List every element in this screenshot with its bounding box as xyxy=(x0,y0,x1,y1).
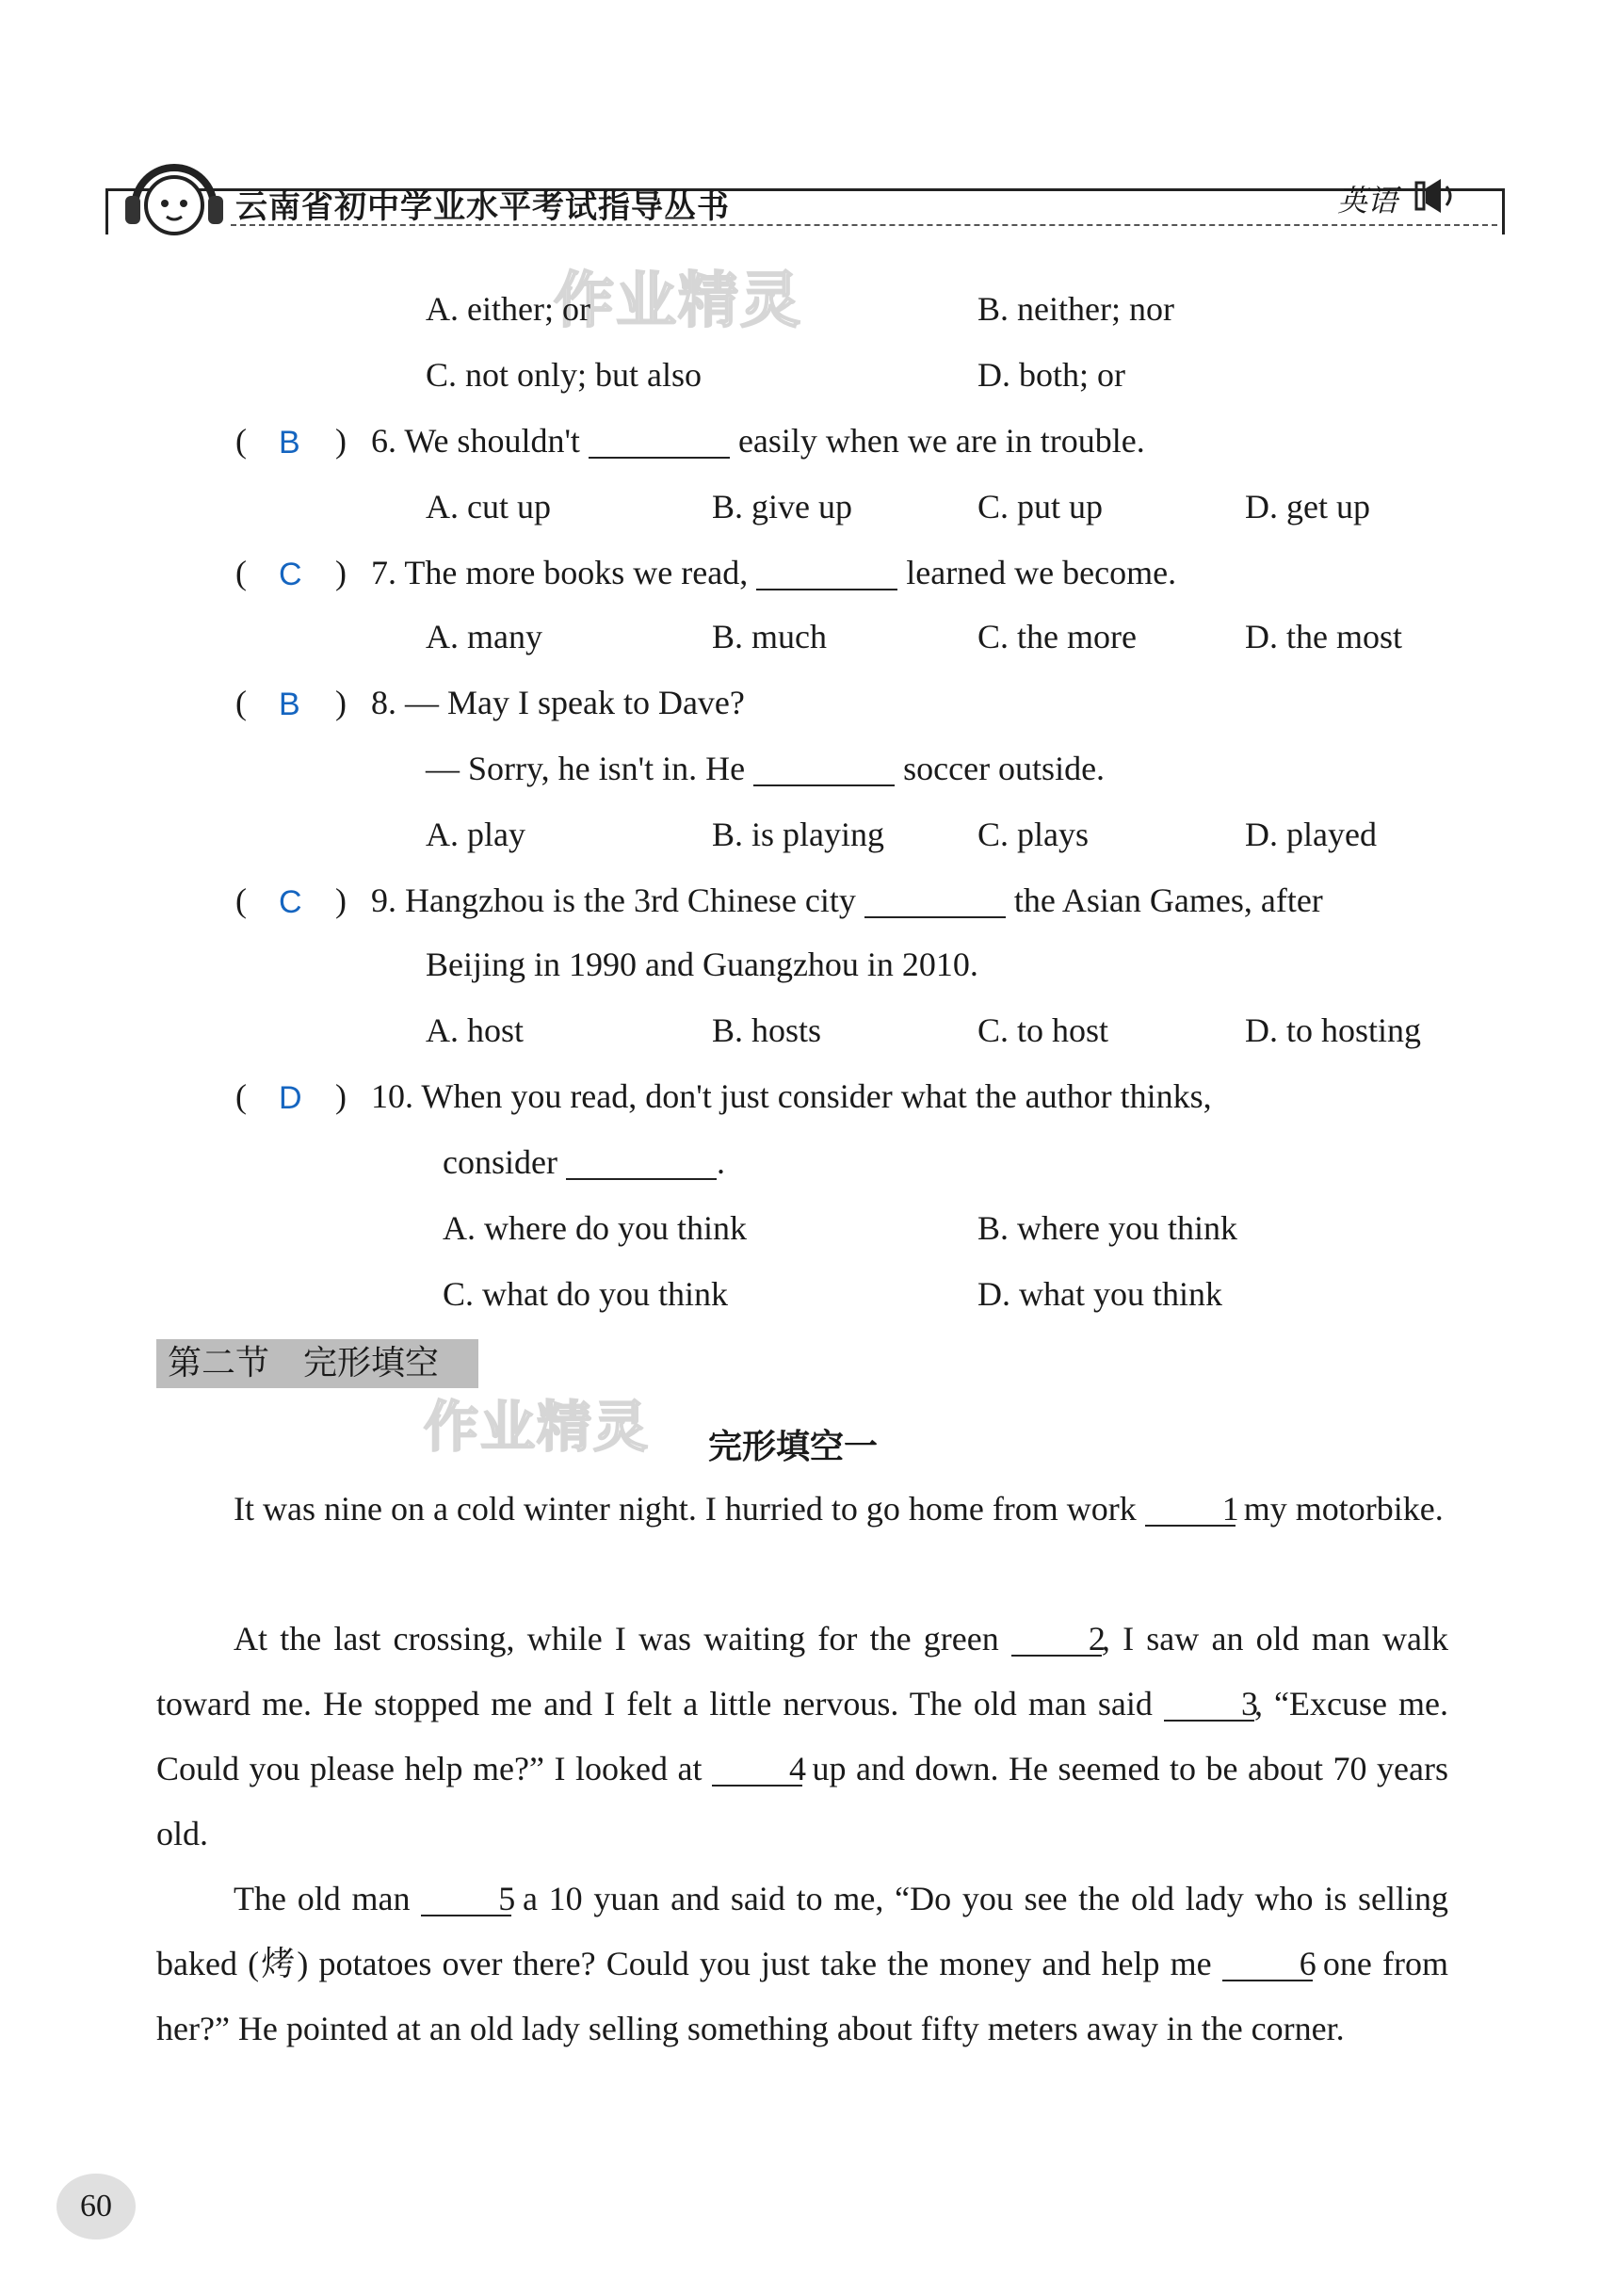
stem-text: When you read, don't just consider what the author thinks, xyxy=(421,1077,1212,1115)
paragraph-text: , I saw an old man walk toward me. He stopped me and I felt a little nervous. The old man said xyxy=(156,1620,1448,1722)
watermark: 作业精灵 xyxy=(554,267,802,336)
option-c: C. to host xyxy=(977,1011,1109,1049)
passage-title: 完形填空一 xyxy=(708,1428,879,1466)
series-title: 云南省初中学业水平考试指导丛书 xyxy=(235,188,730,226)
option-a: A. many xyxy=(426,618,542,655)
paragraph-1 xyxy=(156,1477,1448,1542)
stem-text: easily when we are in trouble. xyxy=(737,422,1145,460)
question-number: 9. xyxy=(371,881,396,919)
question-stem xyxy=(371,880,1323,921)
option-a: A. play xyxy=(426,816,525,853)
stem-text: The more books we read, xyxy=(404,554,749,591)
option-c: C. the more xyxy=(977,618,1137,655)
question-number: 6. xyxy=(371,422,396,460)
numbered-blank: 5 xyxy=(421,1883,511,1916)
option-d: D. played xyxy=(1245,816,1377,853)
stem-text: . xyxy=(716,1143,725,1181)
option-d: D. to hosting xyxy=(1245,1011,1422,1049)
option-c: C. what do you think xyxy=(443,1275,728,1313)
paragraph-text: my motorbike. xyxy=(1235,1490,1444,1528)
page-number: 60 xyxy=(57,2174,136,2239)
stem-text: We shouldn't xyxy=(404,422,580,460)
answer-paren: ) xyxy=(335,684,347,721)
question-stem xyxy=(371,1075,1212,1117)
option-d: D. the most xyxy=(1245,618,1402,655)
answer-paren: ) xyxy=(335,881,347,919)
question-number: 7. xyxy=(371,554,396,591)
paragraph-text: The old man xyxy=(234,1880,422,1917)
question-stem xyxy=(371,682,745,723)
answer-mark: B xyxy=(279,687,300,722)
q5-option-a: A. either; or xyxy=(426,290,590,328)
question-stem-line2: Beijing in 1990 and Guangzhou in 2010. xyxy=(426,946,978,983)
question-number: 8. xyxy=(371,684,396,721)
blank xyxy=(756,557,897,590)
answer-mark: B xyxy=(279,425,300,461)
numbered-blank: 3 xyxy=(1164,1688,1254,1722)
blank xyxy=(589,425,730,459)
paragraph-text: one from her?” He pointed at an old lady selling something about fifty meters away in the corner. xyxy=(156,1945,1448,2047)
answer-mark: D xyxy=(279,1080,302,1116)
headphone-mascot-icon xyxy=(118,151,231,235)
q5-option-d: D. both; or xyxy=(977,356,1125,394)
option-c: C. put up xyxy=(977,488,1104,525)
numbered-blank: 6 xyxy=(1222,1948,1313,1981)
blank xyxy=(753,752,895,786)
paragraph-text: up and down. He seemed to be about 70 years old. xyxy=(156,1750,1448,1852)
option-b: B. much xyxy=(712,618,827,655)
paragraph-2 xyxy=(156,1607,1448,1867)
option-a: A. host xyxy=(426,1011,525,1049)
blank xyxy=(566,1146,717,1180)
numbered-blank: 1 xyxy=(1145,1493,1236,1527)
stem-text: consider xyxy=(443,1143,557,1181)
option-d: D. what you think xyxy=(977,1275,1222,1313)
numbered-blank: 2 xyxy=(1011,1623,1102,1657)
question-stem xyxy=(371,552,1176,593)
answer-mark: C xyxy=(279,884,302,920)
option-b: B. hosts xyxy=(712,1011,822,1049)
paragraph-text: a 10 yuan and said to me, “Do you see the old lady who is selling baked (烤) potatoes over there? Could you just take the money and help me xyxy=(156,1880,1448,1982)
answer-paren: ( xyxy=(235,554,247,591)
paragraph-3 xyxy=(156,1867,1448,2062)
section-title: 第二节 完形填空 xyxy=(156,1339,478,1388)
answer-paren: ( xyxy=(235,1077,247,1115)
answer-paren: ) xyxy=(335,422,347,460)
stem-text: — Sorry, he isn't in. He xyxy=(426,750,746,787)
watermark: 作业精灵 xyxy=(424,1395,651,1459)
stem-text: the Asian Games, after xyxy=(1013,881,1323,919)
option-b: B. give up xyxy=(712,488,852,525)
question-stem xyxy=(371,420,1145,461)
answer-paren: ( xyxy=(235,422,247,460)
stem-text: soccer outside. xyxy=(903,750,1106,787)
question-stem-line2 xyxy=(426,748,1105,789)
answer-paren: ) xyxy=(335,554,347,591)
paragraph-text: , “Excuse me. Could you please help me?” I looked at xyxy=(156,1685,1448,1787)
blank xyxy=(864,884,1006,918)
q5-option-c: C. not only; but also xyxy=(426,356,703,394)
option-d: D. get up xyxy=(1245,488,1370,525)
speaker-icon xyxy=(1413,175,1469,217)
answer-mark: C xyxy=(279,557,302,592)
question-number: 10. xyxy=(371,1077,413,1115)
option-b: B. is playing xyxy=(712,816,885,853)
question-stem-line2 xyxy=(443,1141,725,1183)
option-a: A. where do you think xyxy=(443,1209,747,1247)
stem-text: — May I speak to Dave? xyxy=(405,684,745,721)
paragraph-text: It was nine on a cold winter night. I hurried to go home from work xyxy=(234,1490,1145,1528)
option-a: A. cut up xyxy=(426,488,551,525)
stem-text: learned we become. xyxy=(906,554,1177,591)
option-c: C. plays xyxy=(977,816,1090,853)
answer-paren: ) xyxy=(335,1077,347,1115)
answer-paren: ( xyxy=(235,881,247,919)
option-b: B. where you think xyxy=(977,1209,1237,1247)
subject-label: 英语 xyxy=(1337,183,1398,218)
paragraph-text: At the last crossing, while I was waiting for the green xyxy=(234,1620,1011,1657)
answer-paren: ( xyxy=(235,684,247,721)
q5-option-b: B. neither; nor xyxy=(977,290,1174,328)
numbered-blank: 4 xyxy=(712,1753,802,1787)
stem-text: Hangzhou is the 3rd Chinese city xyxy=(405,881,856,919)
